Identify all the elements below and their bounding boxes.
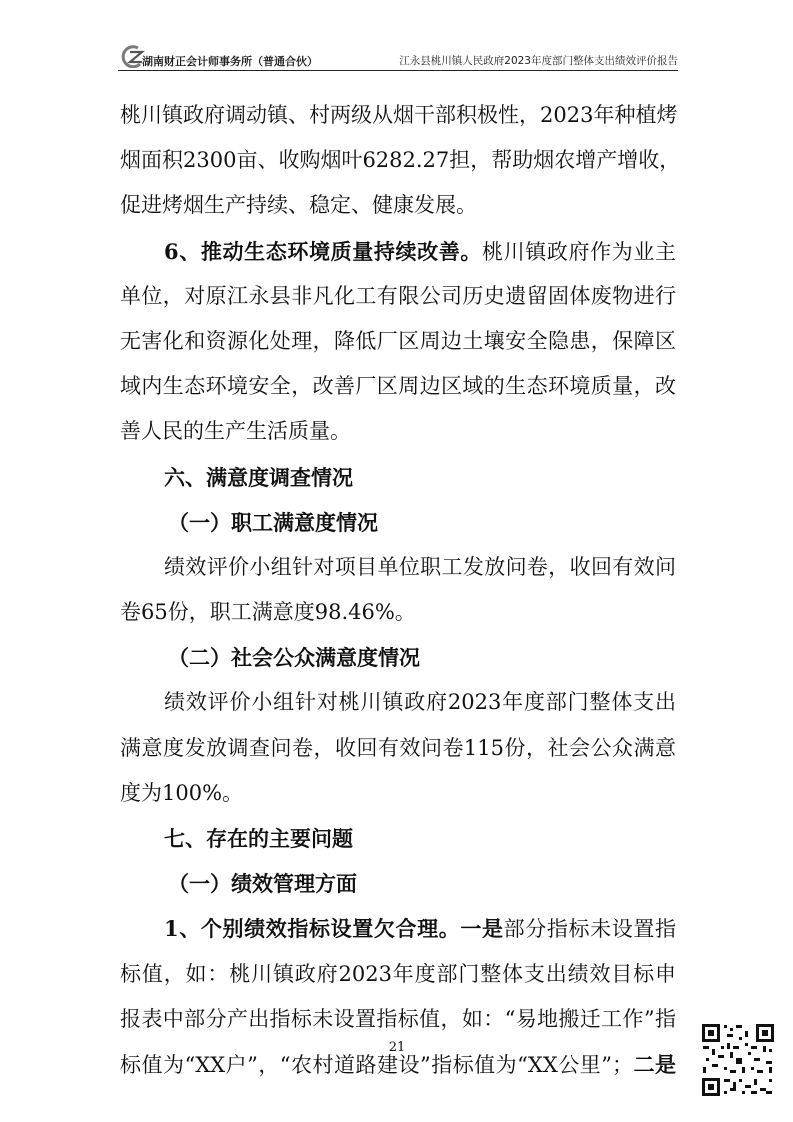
text-line: 绩效评价小组针对桃川镇政府2023年度部门整体支出 — [164, 690, 676, 715]
text-line: 善人民的生产生活质量。 — [120, 419, 351, 444]
text-span: 部分指标未设置指 — [503, 917, 676, 942]
page-number: 21 — [388, 1040, 406, 1055]
firm-name: 湖南财正会计师事务所（普通合伙） — [142, 55, 318, 68]
text-line: 烟面积2300亩、收购烟叶6282.27担，帮助烟农增产增收， — [120, 148, 681, 173]
text-line: 满意度发放调查问卷，收回有效问卷115份，社会公众满意 — [120, 735, 676, 760]
text-line: 报表中部分产出指标未设置指标值，如：“易地搬迁工作”指 — [120, 1006, 676, 1031]
report-title: 江永县桃川镇人民政府2023年度部门整体支出绩效评价报告 — [399, 55, 678, 67]
header-rule — [118, 70, 678, 71]
text-line: 度为100%。 — [120, 780, 244, 805]
text-line: 标值，如：桃川镇政府2023年度部门整体支出绩效目标申 — [120, 961, 676, 986]
emphasis-span: 二是 — [633, 1051, 676, 1077]
text-line: 单位，对原江永县非凡化工有限公司历史遗留固体废物进行 — [120, 283, 676, 308]
text-line: 域内生态环境安全，改善厂区周边区域的生态环境质量，改 — [120, 374, 676, 399]
item-heading: 6、推动生态环境质量持续改善。 — [164, 238, 482, 264]
text-span: 标值为“XX户”，“农村道路建设”指标值为“XX公里”； — [120, 1052, 634, 1077]
section-heading: 六、满意度调查情况 — [164, 464, 353, 490]
subsection-heading: （一）绩效管理方面 — [168, 871, 357, 897]
text-span: 桃川镇政府作为业主 — [482, 239, 676, 264]
text-line: 促进烤烟生产持续、稳定、健康发展。 — [120, 193, 477, 218]
subsection-heading: （一）职工满意度情况 — [168, 509, 378, 535]
text-line: 桃川镇政府调动镇、村两级从烟干部积极性，2023年种植烤 — [120, 103, 678, 127]
item-heading: 1、个别绩效指标设置欠合理。一是 — [164, 916, 504, 942]
paragraph-lead — [120, 229, 676, 274]
page-content — [120, 93, 681, 1087]
subsection-heading: （二）社会公众满意度情况 — [168, 645, 420, 671]
paragraph-lead — [120, 906, 676, 951]
qr-code-icon — [700, 1022, 776, 1098]
page-header — [118, 44, 678, 70]
text-line: 绩效评价小组针对项目单位职工发放问卷，收回有效问 — [164, 554, 676, 579]
text-line: 卷65份，职工满意度98.46%。 — [120, 600, 416, 625]
text-line: 无害化和资源化处理，降低厂区周边土壤安全隐患，保障区 — [120, 328, 676, 353]
section-heading: 七、存在的主要问题 — [164, 826, 353, 851]
